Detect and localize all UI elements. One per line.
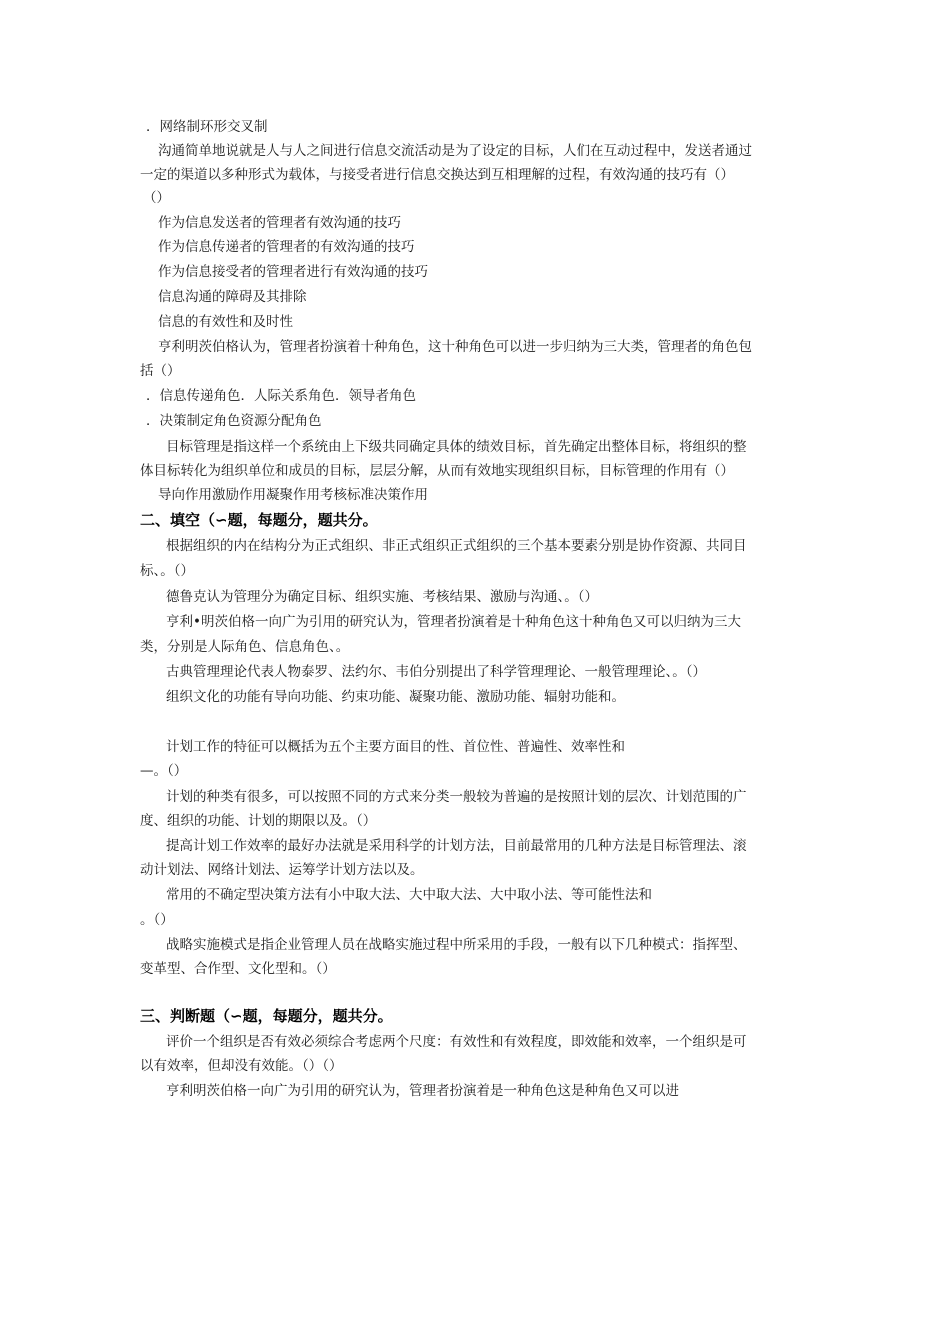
- fill-in-line: 德鲁克认为管理分为确定目标、组织实施、考核结果、激励与沟通、。（）: [166, 589, 598, 605]
- fill-in-line: 计划的种类有很多，可以按照不同的方式来分类一般较为普遍的是按照计划的层次、计划范围的广: [166, 789, 747, 805]
- fill-in-line: 根据组织的内在结构分为正式组织、非正式组织正式组织的三个基本要素分别是协作资源、共同目: [166, 538, 747, 554]
- fill-in-line: 古典管理理论代表人物泰罗、法约尔、韦伯分别提出了科学管理理论、一般管理理论、。（）: [166, 664, 706, 680]
- fill-in-line: 常用的不确定型决策方法有小中取大法、大中取大法、大中取小法、等可能性法和: [166, 887, 652, 903]
- option-network: ．网络制环形交叉制: [146, 119, 268, 135]
- question-communication-line3: （）: [143, 190, 170, 206]
- fill-in-line: 。（）: [140, 912, 174, 928]
- option-item: 信息的有效性和及时性: [158, 314, 293, 330]
- section-heading-fill-in: 二、填空（∽题，每题分，题共分。: [140, 511, 378, 529]
- fill-in-line: 亨利•明茨伯格一向广为引用的研究认为，管理者扮演着是十种角色这十种角色又可以归纳为三大: [166, 614, 741, 630]
- question-communication-line2: 一定的渠道以多种形式为载体，与接受者进行信息交换达到互相理解的过程，有效沟通的技巧有（）: [140, 167, 734, 183]
- option-roles-line1: ．信息传递角色．人际关系角色．领导者角色: [146, 388, 416, 404]
- true-false-line: 评价一个组织是否有效必须综合考虑两个尺度：有效性和有效程度，即效能和效率，一个组织是可: [166, 1034, 747, 1050]
- fill-in-line: 类，分别是人际角色、信息角色、。: [140, 639, 350, 655]
- fill-in-line: 标、。（）: [140, 563, 194, 579]
- question-mintzberg-line2: 括（）: [140, 363, 181, 379]
- question-mbo-line1: 目标管理是指这样一个系统由上下级共同确定具体的绩效目标，首先确定出整体目标，将组织的整: [166, 439, 747, 455]
- question-communication-line1: 沟通简单地说就是人与人之间进行信息交流活动是为了设定的目标，人们在互动过程中，发送者通过: [158, 143, 752, 159]
- option-item: 信息沟通的障碍及其排除: [158, 289, 307, 305]
- true-false-line: 亨利明茨伯格一向广为引用的研究认为，管理者扮演着是一种角色这是种角色又可以进: [166, 1083, 679, 1099]
- fill-in-line: 度、组织的功能、计划的期限以及。（）: [140, 813, 377, 829]
- fill-in-line: 计划工作的特征可以概括为五个主要方面目的性、首位性、普遍性、效率性和: [166, 739, 625, 755]
- fill-in-line: 提高计划工作效率的最好办法就是采用科学的计划方法，目前最常用的几种方法是目标管理法、滚: [166, 838, 747, 854]
- section-heading-true-false: 三、判断题（∽题，每题分，题共分。: [140, 1007, 393, 1025]
- option-mbo: 导向作用激励作用凝聚作用考核标准决策作用: [158, 487, 428, 503]
- option-item: 作为信息发送者的管理者有效沟通的技巧: [158, 215, 401, 231]
- fill-in-line: —。（）: [140, 763, 188, 779]
- option-roles-line2: ．决策制定角色资源分配角色: [146, 413, 322, 429]
- fill-in-line: 变革型、合作型、文化型和。（）: [140, 961, 336, 977]
- fill-in-line: 战略实施模式是指企业管理人员在战略实施过程中所采用的手段，一般有以下几种模式：指挥型、: [166, 937, 747, 953]
- question-mintzberg-line1: 亨利明茨伯格认为，管理者扮演着十种角色，这十种角色可以进一步归纳为三大类，管理者的角色包: [158, 339, 752, 355]
- fill-in-line: 组织文化的功能有导向功能、约束功能、凝聚功能、激励功能、辐射功能和。: [166, 689, 625, 705]
- true-false-line: 以有效率，但却没有效能。（）（）: [140, 1058, 343, 1074]
- option-item: 作为信息接受者的管理者进行有效沟通的技巧: [158, 264, 428, 280]
- option-item: 作为信息传递者的管理者的有效沟通的技巧: [158, 239, 415, 255]
- question-mbo-line2: 体目标转化为组织单位和成员的目标，层层分解，从而有效地实现组织目标，目标管理的作用有（）: [140, 463, 734, 479]
- fill-in-line: 动计划法、网络计划法、运筹学计划方法以及。: [140, 862, 424, 878]
